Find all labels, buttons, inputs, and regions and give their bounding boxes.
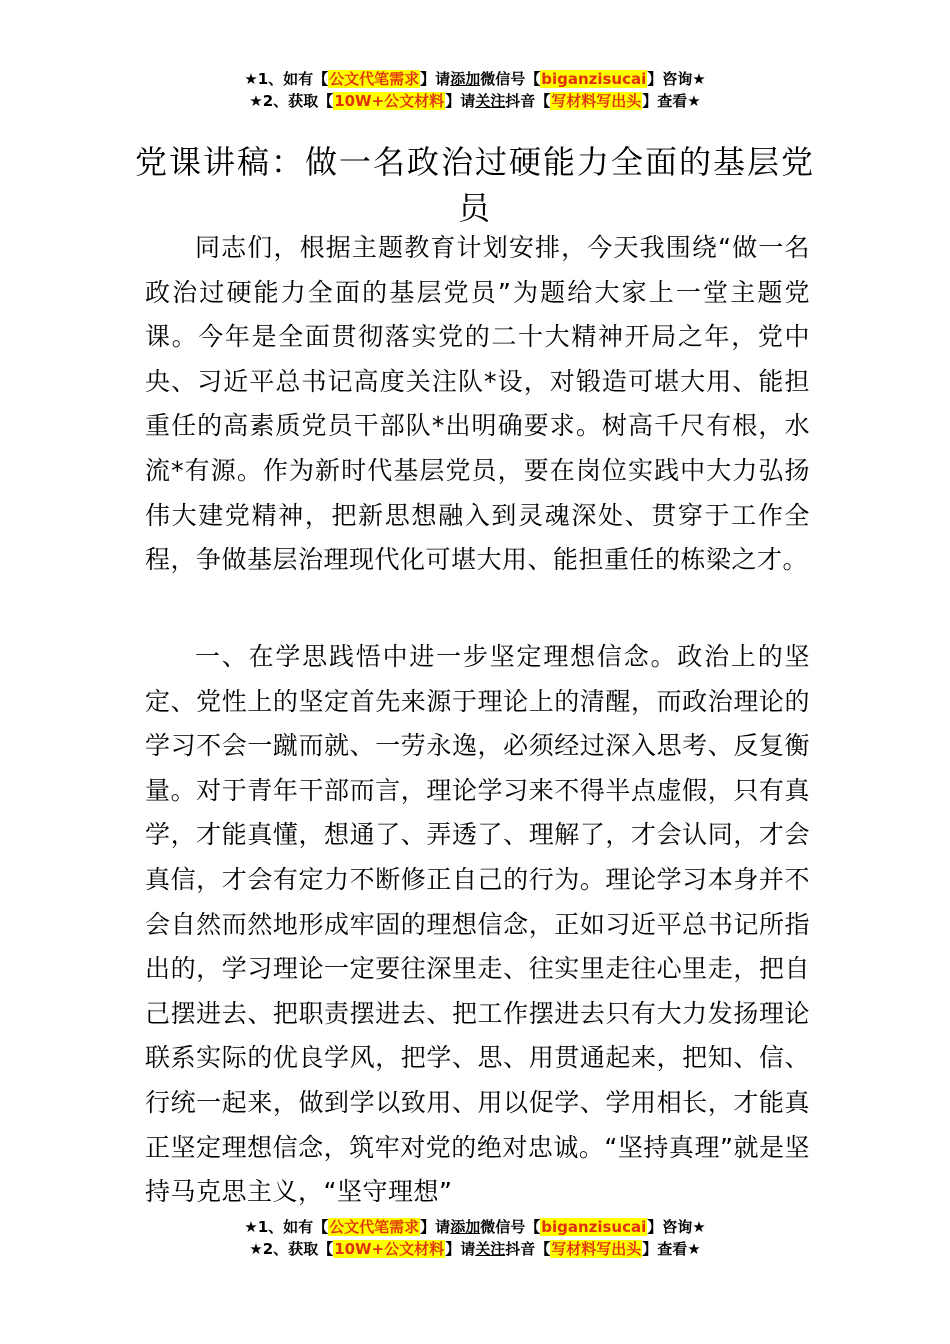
banner-emphasis: 添加 <box>450 70 481 88</box>
banner-text: ★1、如有【 <box>244 1218 329 1236</box>
banner-line-2 <box>0 90 950 112</box>
body-paragraph: 同志们，根据主题教育计划安排，今天我围绕“做一名政治过硬能力全面的基层党员”为题给大家上一堂主题党课。今年是全面贯彻落实党的二十大精神开局之年，党中央、习近平总书记高度关注队*设，对锻造可堪大用、能担重任的高素质党员干部队*出明确要求。树高千尺有根，水流*有源。作为新时代基层党员，要在岗位实践中大力弘扬伟大建党精神，把新思想融入到灵魂深处、贯穿于工作全程，争做基层治理现代化可堪大用、能担重任的栋梁之才。 <box>145 233 810 575</box>
banner-text: 微信号【 <box>480 1218 541 1236</box>
banner-text: 】请 <box>420 1218 451 1236</box>
banner-text: ★1、如有【 <box>244 70 329 88</box>
body-paragraph: 一、在学思践悟中进一步坚定理想信念。政治上的坚定、党性上的坚定首先来源于理论上的清醒，而政治理论的学习不会一蹴而就、一劳永逸，必须经过深入思考、反复衡量。对于青年干部而言，理论学习来不得半点虚假，只有真学，才能真懂，想通了、弄透了、理解了，才会认同，才会真信，才会有定力不断修正自己的行为。理论学习本身并不会自然而然地形成牢固的理想信念，正如习近平总书记所指出的，学习理论一定要往深里走、往实里走往心里走，把自己摆进去、把职责摆进去、把工作摆进去只有大力发扬理论联系实际的优良学风，把学、思、用贯通起来，把知、信、行统一起来，做到学以致用、用以促学、学用相长，才能真正坚定理想信念，筑牢对党的绝对忠诚。“坚持真理”就是坚持马克思主义，“坚守理想” <box>145 642 810 1207</box>
footer-banner <box>0 1216 950 1260</box>
banner-text: 抖音【 <box>505 92 551 110</box>
banner-text: 抖音【 <box>505 1240 551 1258</box>
banner-text: 】咨询★ <box>647 70 706 88</box>
banner-text: ★2、获取【 <box>249 92 334 110</box>
banner-highlight: biganzisucai <box>541 70 647 88</box>
banner-text: 】请 <box>420 70 451 88</box>
banner-highlight: 写材料写出头 <box>551 92 642 110</box>
banner-emphasis: 添加 <box>450 1218 481 1236</box>
banner-text: 】请 <box>445 92 476 110</box>
banner-line-2 <box>0 1238 950 1260</box>
banner-emphasis: 关注 <box>475 92 506 110</box>
header-banner <box>0 68 950 112</box>
banner-text: 】咨询★ <box>647 1218 706 1236</box>
banner-highlight: 公文代笔需求 <box>329 1218 420 1236</box>
banner-highlight: 10W+公文材料 <box>334 92 445 110</box>
banner-text: ★2、获取【 <box>249 1240 334 1258</box>
banner-emphasis: 关注 <box>475 1240 506 1258</box>
banner-text: 】请 <box>445 1240 476 1258</box>
banner-line-1 <box>0 68 950 90</box>
banner-highlight: 写材料写出头 <box>551 1240 642 1258</box>
banner-highlight: 10W+公文材料 <box>334 1240 445 1258</box>
banner-text: 微信号【 <box>480 70 541 88</box>
banner-line-1 <box>0 1216 950 1238</box>
document-title: 党课讲稿：做一名政治过硬能力全面的基层党员 <box>134 143 815 228</box>
banner-text: 】查看★ <box>642 92 701 110</box>
banner-highlight: 公文代笔需求 <box>329 70 420 88</box>
banner-text: 】查看★ <box>642 1240 701 1258</box>
banner-highlight: biganzisucai <box>541 1218 647 1236</box>
